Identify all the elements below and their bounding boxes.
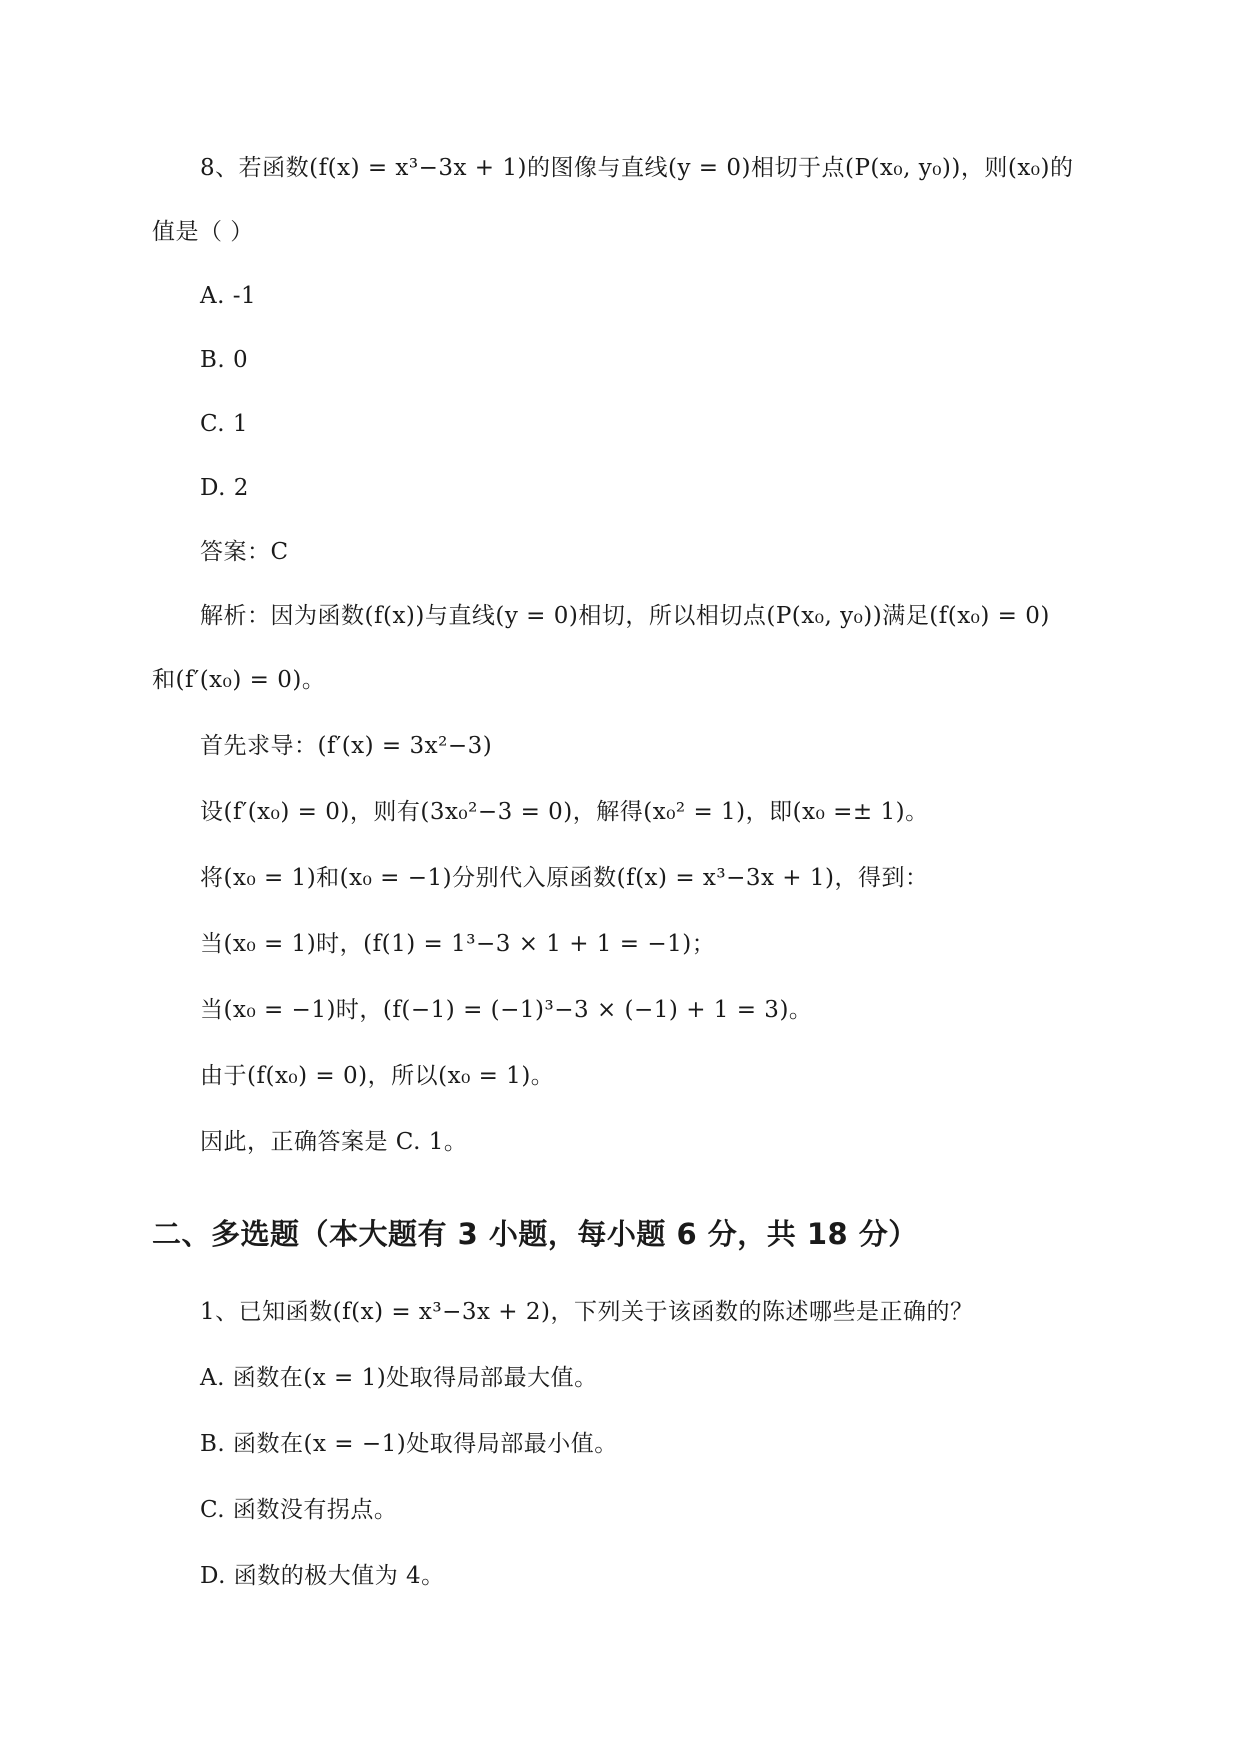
q1-option-d: D. 函数的极大值为 4。 [200,1563,445,1589]
q8-option-d: D. 2 [200,475,249,501]
q8-step-6: 由于(f(x₀) = 0)，所以(x₀ = 1)。 [200,1063,555,1089]
q8-step-5: 当(x₀ = −1)时，(f(−1) = (−1)³−3 × (−1) + 1 = 3)。 [200,997,813,1023]
q8-option-c: C. 1 [200,411,249,437]
q8-analysis-line1: 解析：因为函数(f(x))与直线(y = 0)相切，所以相切点(P(x₀, y₀))满足(f(x₀) = 0) [200,603,1050,629]
q8-option-b: B. 0 [200,347,249,373]
q8-step-4: 当(x₀ = 1)时，(f(1) = 1³−3 × 1 + 1 = −1)； [200,931,716,957]
q8-step-7: 因此，正确答案是 C. 1。 [200,1129,468,1155]
section-heading-multiple-choice: 二、多选题（本大题有 3 小题，每小题 6 分，共 18 分） [152,1217,918,1251]
q8-step-1: 首先求导：(f′(x) = 3x²−3) [200,733,493,759]
q8-answer: 答案：C [200,539,289,565]
q1-option-c: C. 函数没有拐点。 [200,1497,398,1523]
q8-option-a: A. -1 [200,283,257,309]
q8-analysis-line2: 和(f′(x₀) = 0)。 [152,667,326,693]
q1-option-a: A. 函数在(x = 1)处取得局部最大值。 [200,1365,598,1391]
q8-step-3: 将(x₀ = 1)和(x₀ = −1)分别代入原函数(f(x) = x³−3x + 1)，得到： [200,865,929,891]
q1-stem: 1、已知函数(f(x) = x³−3x + 2)，下列关于该函数的陈述哪些是正确的？ [200,1299,974,1325]
q8-step-2: 设(f′(x₀) = 0)，则有(3x₀²−3 = 0)，解得(x₀² = 1)，即(x₀ =± 1)。 [200,799,929,825]
q8-stem-line1: 8、若函数(f(x) = x³−3x + 1)的图像与直线(y = 0)相切于点(P(x₀, y₀))，则(x₀)的 [200,155,1074,181]
q1-option-b: B. 函数在(x = −1)处取得局部最小值。 [200,1431,618,1457]
q8-stem-line2: 值是（ ） [152,219,254,245]
